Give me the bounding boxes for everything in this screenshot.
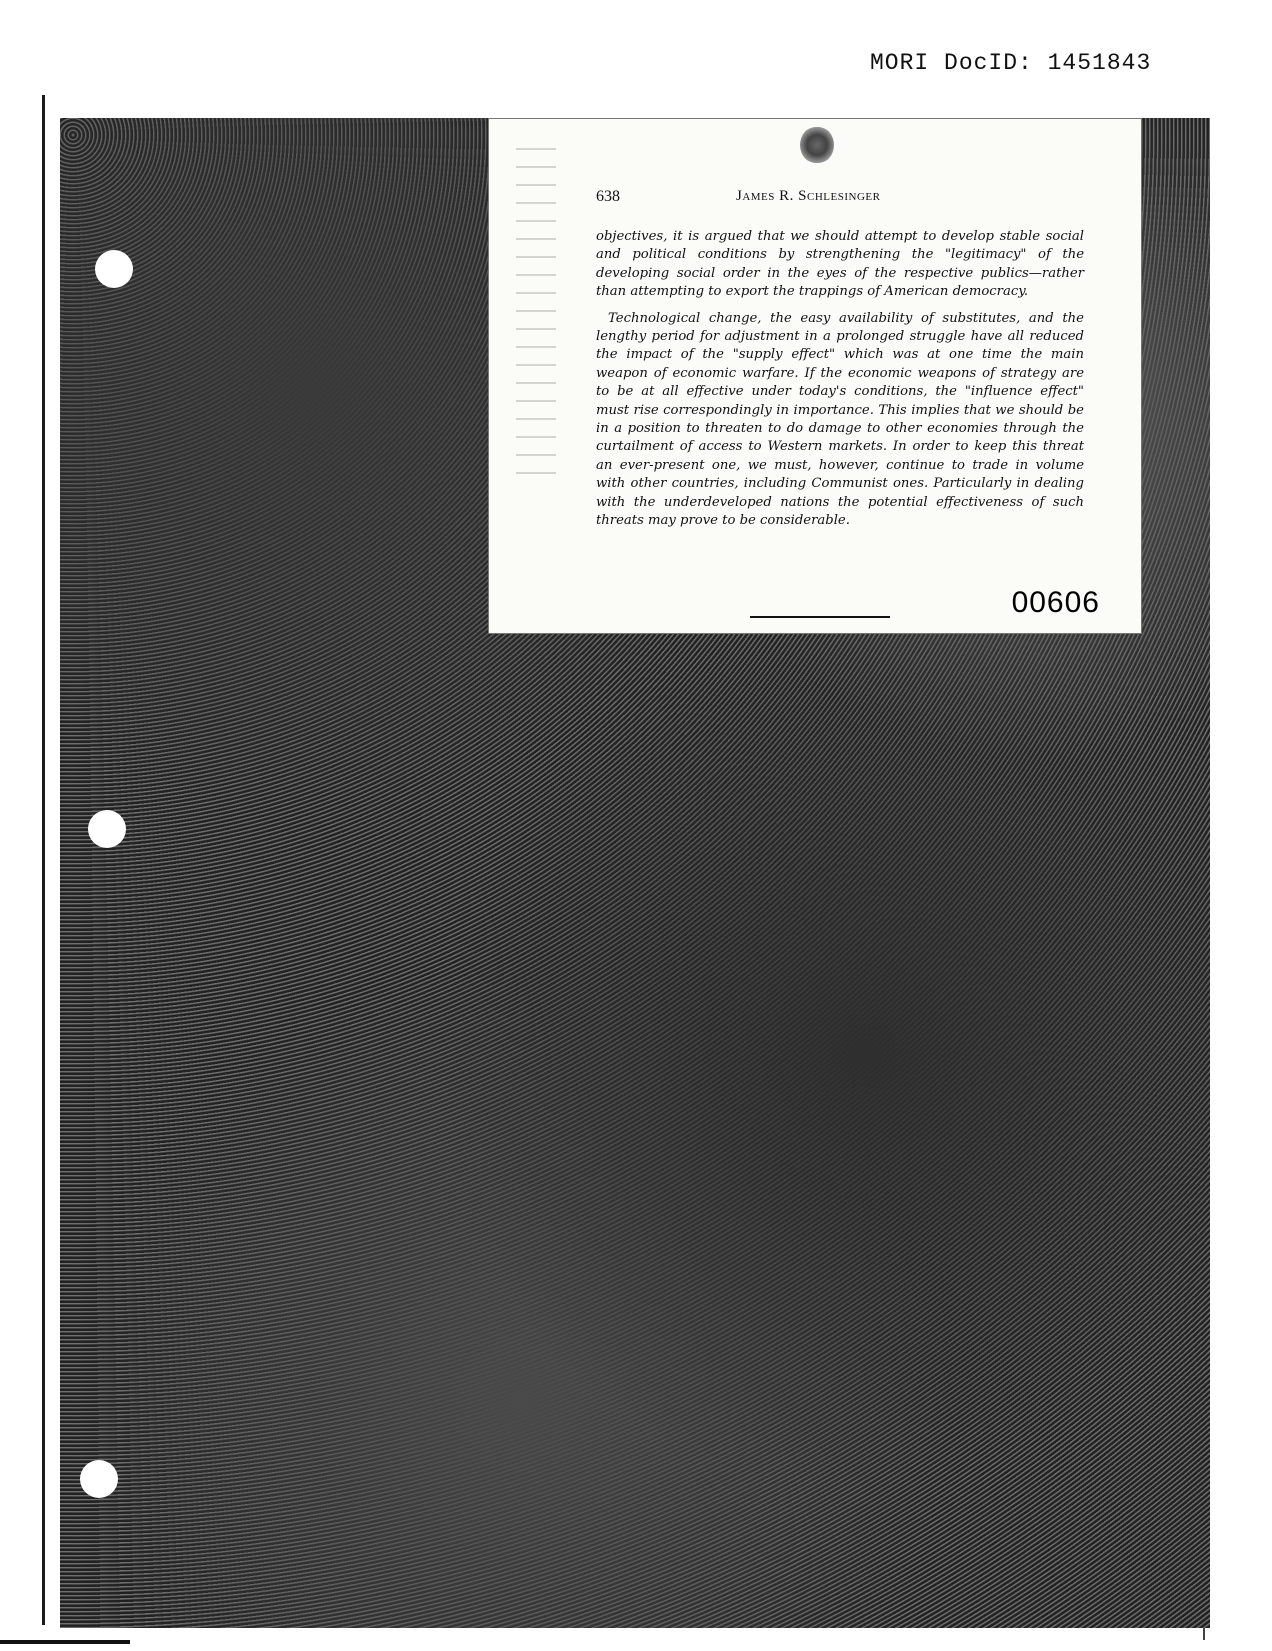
paragraph: objectives, it is argued that we should attempt to develop stable social and political conditions by strengthening the "legitimacy" of the developing social order in the eyes of the respective publics—rather than attempting to export the trappings of American democracy. [596, 229, 1084, 300]
article-clipping [488, 118, 1142, 634]
margin-speckle [516, 148, 556, 478]
end-rule [750, 616, 890, 618]
punch-hole-bottom [80, 1460, 118, 1498]
doc-id-label: MORI DocID: 1451843 [870, 50, 1152, 76]
running-head: James R. Schlesinger [736, 188, 881, 204]
paragraph: Technological change, the easy availability of substitutes, and the lengthy period for adjustment in a prolonged struggle have all reduced the impact of the "supply effect" which was at one time the main weapon of economic warfare. If the economic weapons of strategy are to be at all effective under today's conditions, the "influence effect" must rise correspondingly in importance. This implies that we should be in a position to threaten to do damage to other economies through the curtailment of access to Western markets. In order to keep this threat an ever-present one, we must, however, continue to trade in volume with other countries, including Communist ones. Particularly in dealing with the underdeveloped nations the potential effectiveness of such threats may prove to be considerable. [596, 310, 1084, 529]
punch-hole-middle [88, 810, 126, 848]
left-margin-rule [42, 95, 45, 1625]
punch-hole-top [95, 250, 133, 288]
clipping-header [596, 188, 1102, 212]
page-number: 638 [596, 188, 620, 205]
bottom-margin-rule [0, 1640, 130, 1644]
staple-mark [800, 126, 834, 164]
stamp-number: 00606 [1011, 586, 1100, 619]
article-body [596, 228, 1084, 539]
